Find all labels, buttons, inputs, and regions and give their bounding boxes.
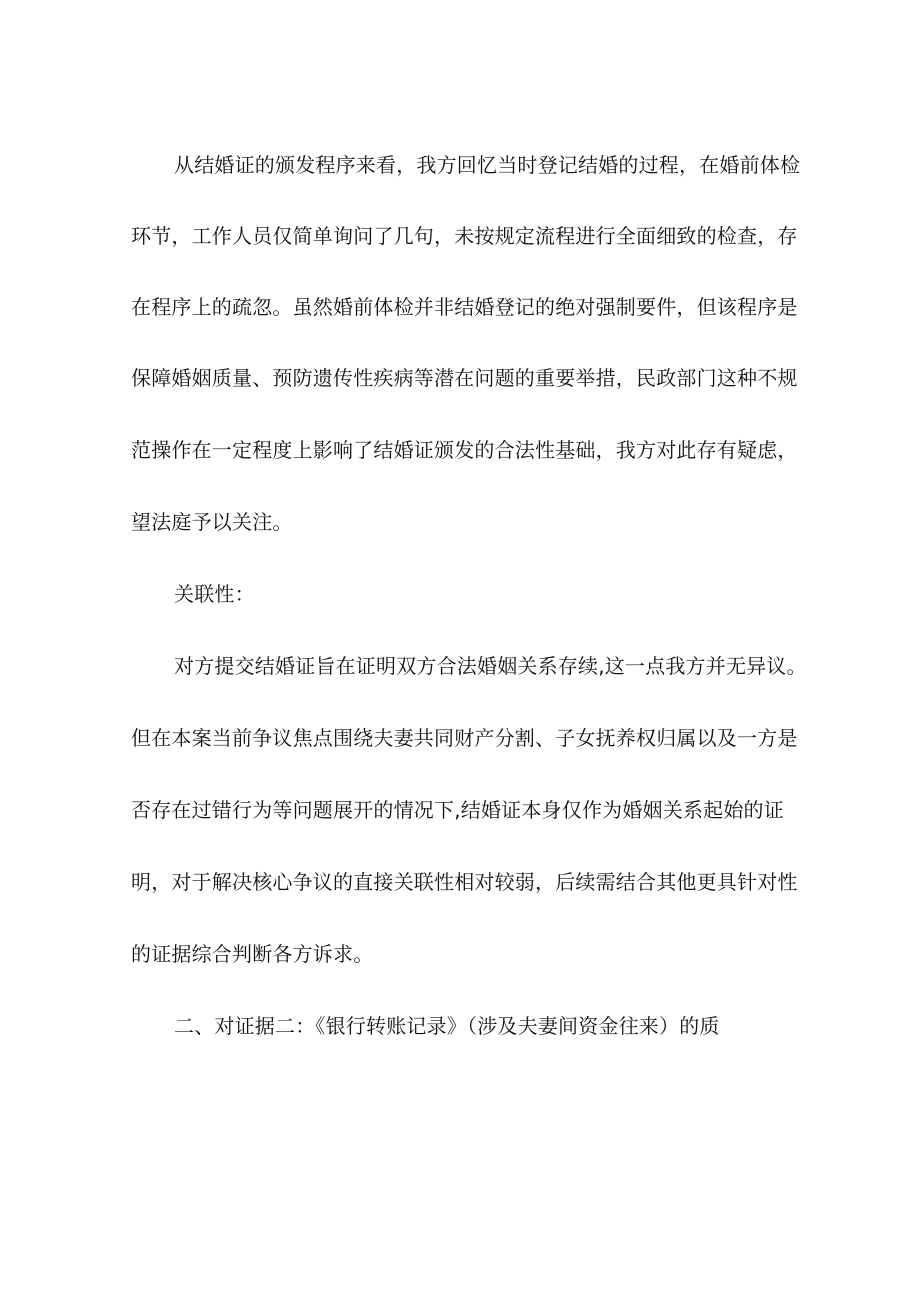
paragraph-1-line-1: 从结婚证的颁发程序来看，我方回忆当时登记结婚的过程，在婚前体检 [174, 153, 801, 177]
paragraph-2-line-5: 的证据综合判断各方诉求。 [131, 942, 374, 966]
paragraph-1-line-4: 保障婚姻质量、预防遗传性疾病等潜在问题的重要举措，民政部门这种不规 [131, 366, 798, 390]
section-heading-evidence-2: 二、对证据二：《银行转账记录》（涉及夫妻间资金往来）的质 [174, 1014, 720, 1038]
heading-relevance: 关联性： [174, 582, 255, 606]
paragraph-1-line-5: 范操作在一定程度上影响了结婚证颁发的合法性基础，我方对此存有疑虑， [131, 438, 798, 462]
paragraph-2-line-2: 但在本案当前争议焦点围绕夫妻共同财产分割、子女抚养权归属以及一方是 [131, 726, 798, 750]
paragraph-2-line-3: 否存在过错行为等问题展开的情况下,结婚证本身仅作为婚姻关系起始的证 [131, 798, 784, 822]
paragraph-1-line-6: 望法庭予以关注。 [131, 510, 293, 534]
paragraph-1-line-3: 在程序上的疏忽。虽然婚前体检并非结婚登记的绝对强制要件，但该程序是 [131, 295, 798, 319]
paragraph-2-line-1: 对方提交结婚证旨在证明双方合法婚姻关系存续,这一点我方并无异议。 [174, 654, 807, 678]
paragraph-1-line-2: 环节，工作人员仅简单询问了几句，未按规定流程进行全面细致的检查，存 [131, 224, 798, 248]
paragraph-2-line-4: 明，对于解决核心争议的直接关联性相对较弱，后续需结合其他更具针对性 [131, 870, 798, 894]
